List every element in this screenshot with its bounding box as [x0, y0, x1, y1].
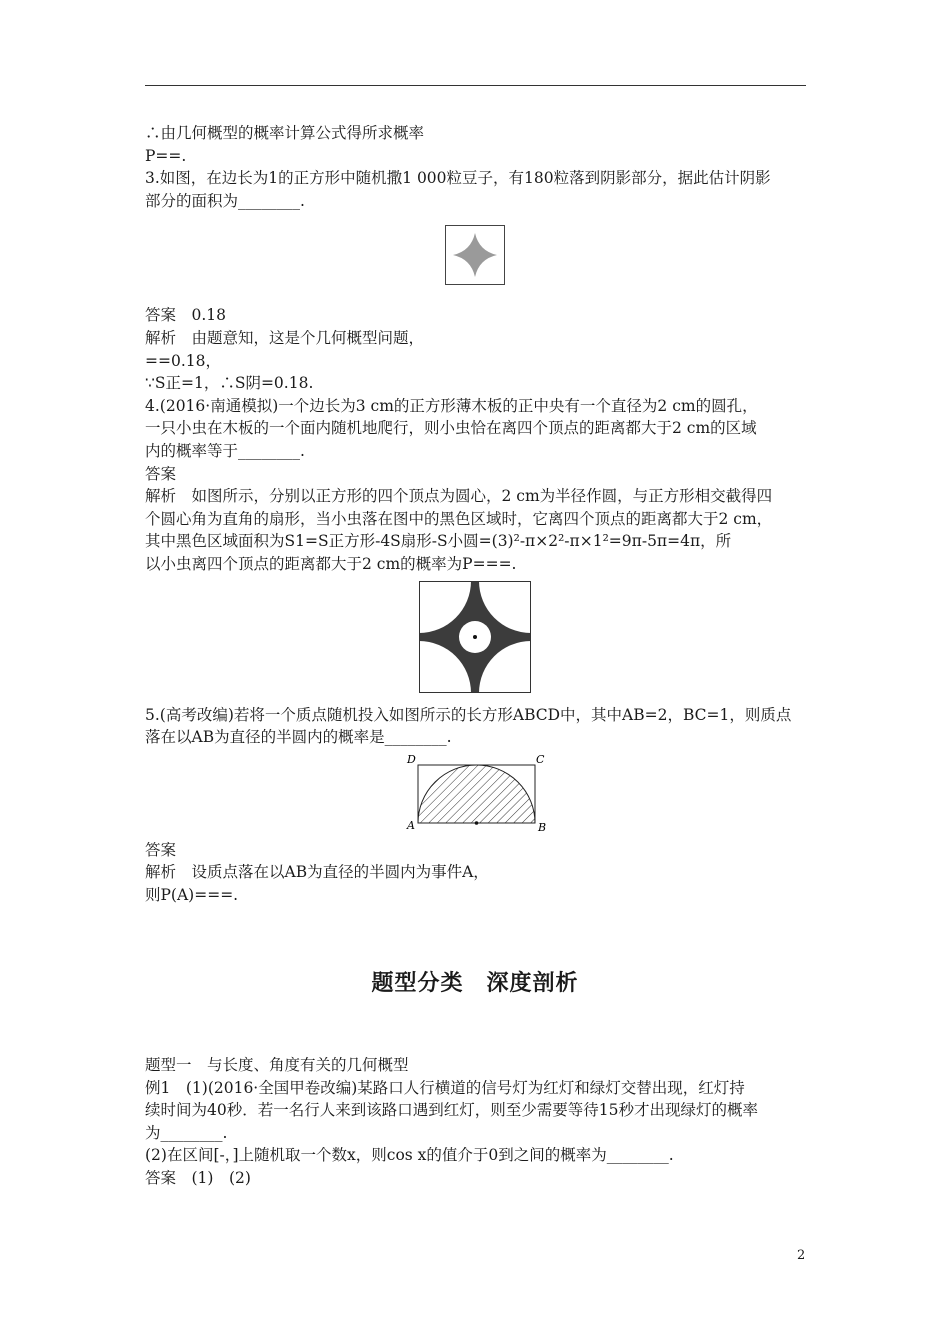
label-c: C: [536, 752, 545, 766]
example-answer: 答案 (1) (2): [145, 1168, 251, 1187]
text-line: P==.: [145, 146, 187, 165]
q3-analysis: ==0.18，: [145, 351, 221, 370]
board-diagram: [419, 581, 531, 693]
page-content: [145, 122, 810, 906]
type-heading: 题型一 与长度、角度有关的几何概型: [145, 1056, 409, 1074]
star-square-diagram: [445, 225, 505, 285]
q4-analysis: 个圆心角为直角的扇形，当小虫落在图中的黑色区域时，它离四个顶点的距离都大于2 cm，: [145, 509, 773, 528]
q5-figure: [145, 749, 810, 839]
text-line: 部分的面积为________.: [145, 191, 305, 210]
q5-text: 落在以AB为直径的半圆内的概率是________.: [145, 728, 452, 747]
q4-analysis: 以小虫离四个顶点的距离都大于2 cm的概率为P===.: [145, 554, 517, 573]
text-line: ∴由几何概型的概率计算公式得所求概率: [145, 124, 425, 142]
label-d: D: [407, 752, 416, 766]
q5-analysis: 解析 设质点落在以AB为直径的半圆内为事件A，: [145, 863, 489, 882]
type1-block: [145, 1054, 810, 1190]
q3-figure: [145, 212, 810, 304]
rectangle-semicircle-diagram: [405, 753, 551, 833]
q4-answer: 答案: [145, 464, 177, 483]
header-rule: [145, 85, 806, 86]
q3-answer: 答案 0.18: [145, 306, 227, 325]
example-text: 为________.: [145, 1123, 228, 1142]
section-title: 题型分类 深度剖析: [371, 971, 579, 996]
example-text: 例1 (1)(2016·全国甲卷改编)某路口人行横道的信号灯为红灯和绿灯交替出现，红灯持: [145, 1078, 745, 1097]
label-b: B: [538, 820, 547, 833]
example-text: 续时间为40秒．若一名行人来到该路口遇到红灯，则至少需要等待15秒才出现绿灯的概率: [145, 1101, 758, 1120]
q3-analysis: 解析 由题意知，这是个几何概型问题，: [145, 328, 425, 347]
q5-analysis: 则P(A)===.: [145, 885, 239, 904]
q3-analysis: ∵S正=1，∴S阴=0.18.: [145, 374, 314, 393]
q4-figure: [145, 576, 810, 704]
text-line: 3.如图，在边长为1的正方形中随机撒1 000粒豆子，有180粒落到阴影部分，据此估计阴影: [145, 169, 771, 188]
q4-analysis: 其中黑色区域面积为S1=S正方形-4S扇形-S小圆=(3)²-π×2²-π×1²=9π-5π=4π，所: [145, 532, 732, 551]
q4-text: 一只小虫在木板的一个面内随机地爬行，则小虫恰在离四个顶点的距离都大于2 cm的区域: [145, 419, 757, 438]
q5-text: 5.(高考改编)若将一个质点随机投入如图所示的长方形ABCD中，其中AB=2，BC=1，则质点: [145, 705, 792, 724]
q4-analysis: 解析 如图所示，分别以正方形的四个顶点为圆心，2 cm为半径作圆，与正方形相交截得四: [145, 487, 773, 506]
q4-text: 内的概率等于________.: [145, 441, 305, 460]
q4-text: 4.(2016·南通模拟)一个边长为3 cm的正方形薄木板的正中央有一个直径为2 cm的圆孔，: [145, 396, 758, 415]
q5-answer: 答案: [145, 840, 177, 859]
label-a: A: [407, 818, 415, 832]
page-number: 2: [797, 1248, 806, 1263]
example-text: (2)在区间[-，]上随机取一个数x，则cos x的值介于0到之间的概率为________.: [145, 1146, 674, 1165]
